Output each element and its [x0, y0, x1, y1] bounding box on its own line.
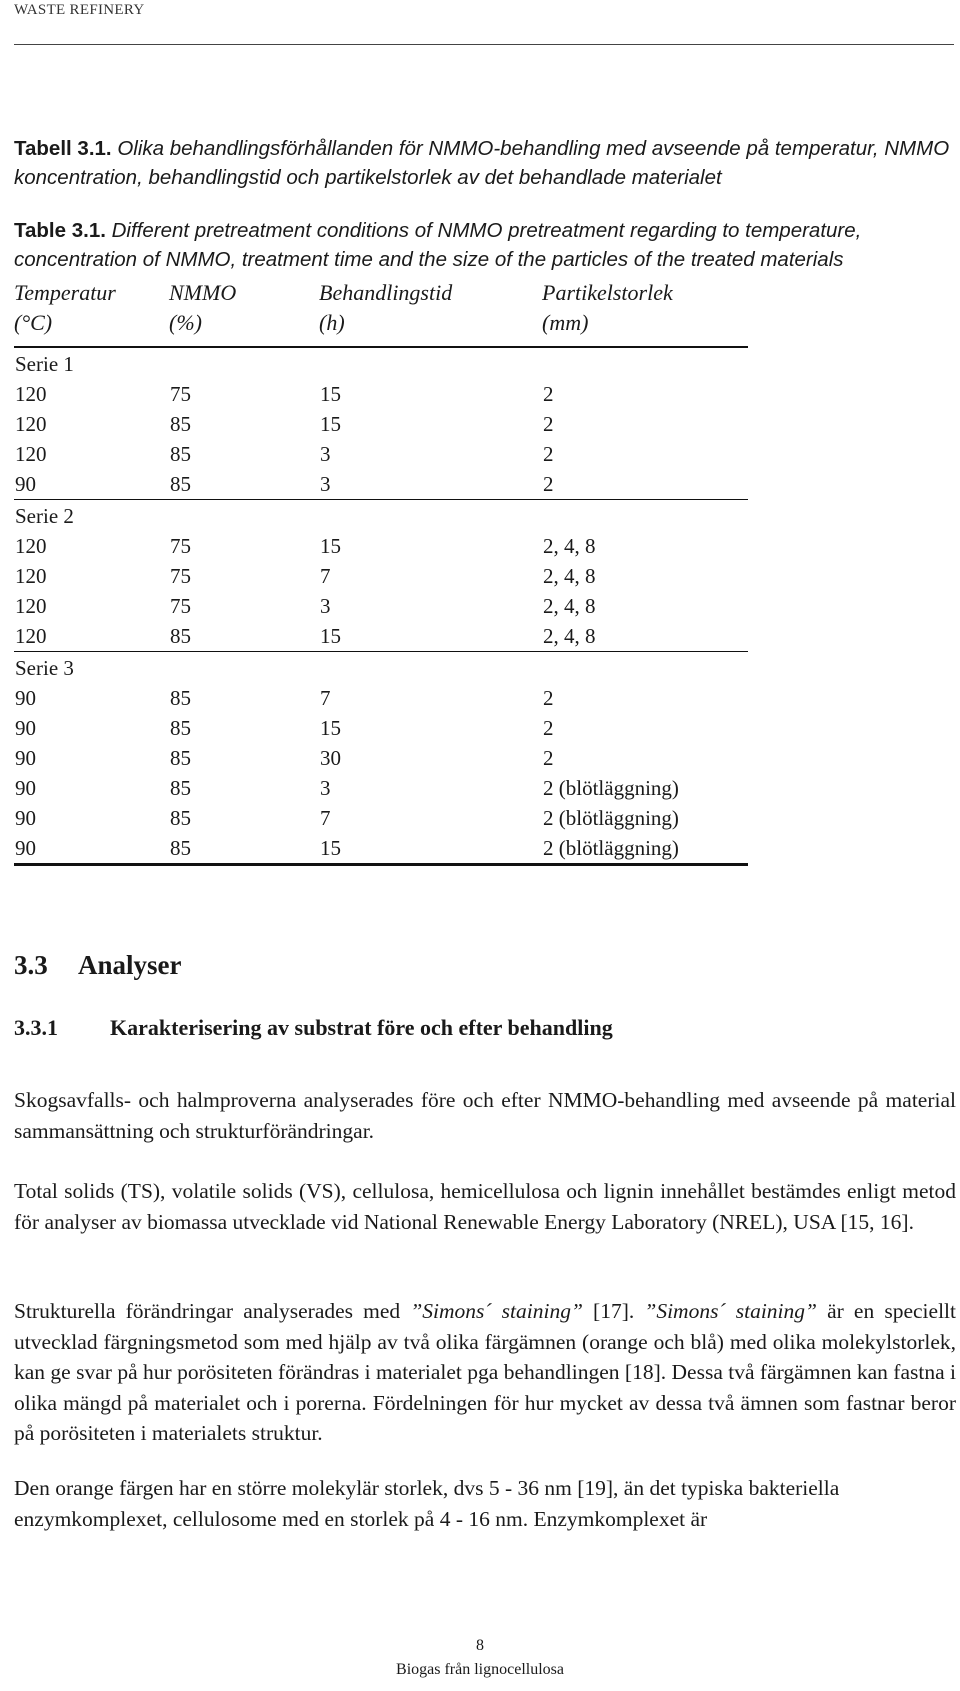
table-row: 90 85 15 2 (blötläggning) — [14, 833, 748, 865]
column-header-treatment-time: Behandlingstid (h) — [319, 278, 542, 347]
paragraph-orange-dye: Den orange färgen har en större molekylär storlek, dvs 5 - 36 nm [19], än det typiska bakteriella enzymkomplexet, cellulosome med en storlek på 4 - 16 nm. Enzymkomplexet är — [14, 1476, 840, 1531]
column-header-particle-size: Partikelstorlek (mm) — [542, 278, 748, 347]
page-footer: Biogas från lignocellulosa — [396, 1661, 564, 1678]
column-header-temperature: Temperatur (°C) — [14, 278, 169, 347]
subsection-heading — [14, 1015, 613, 1041]
subsection-title: Karakterisering av substrat före och efter behandling — [110, 1015, 613, 1040]
table-row: 120 85 3 2 — [15, 442, 554, 466]
table-row: 90 85 3 2 (blötläggning) — [15, 776, 679, 800]
table-row: 90 85 7 2 (blötläggning) — [15, 806, 679, 830]
series-label: Serie 2 — [15, 503, 74, 528]
table-header-row — [14, 278, 748, 347]
table-row: 120 75 7 2, 4, 8 — [15, 564, 596, 588]
table-row: 90 85 3 2 — [14, 469, 748, 500]
header-divider — [14, 44, 954, 45]
paragraph-composition-method: Total solids (TS), volatile solids (VS), cellulosa, hemicellulosa och lignin innehållet bestämdes enligt metod för analyser av biomassa utvecklade vid National Renewable Energy Laboratory (NREL), USA [15, 16]. — [14, 1179, 956, 1234]
running-header: WASTE REFINERY — [14, 2, 145, 18]
series-label-row — [14, 500, 748, 532]
series-label-row — [14, 347, 748, 379]
table-row: 90 85 15 2 — [15, 716, 554, 740]
section-heading — [14, 950, 182, 981]
caption-text: Olika behandlingsförhållanden för NMMO-behandling med avseende på temperatur, NMMO koncentration, behandlingstid och partikelstorlek av det behandlade materialet — [14, 136, 950, 189]
table-row: 90 85 7 2 — [15, 686, 554, 710]
method-name: ”Simons´ staining” — [410, 1299, 583, 1323]
subsection-number: 3.3.1 — [14, 1015, 58, 1040]
page-number: 8 — [476, 1637, 484, 1654]
table-caption-swedish — [14, 134, 958, 192]
treatment-conditions-table — [14, 278, 748, 866]
caption-text: Different pretreatment conditions of NMMO pretreatment regarding to temperature, concentration of NMMO, treatment time and the size of the particles of the treated materials — [14, 218, 862, 271]
table-row: 120 85 15 2 — [15, 412, 554, 436]
caption-label: Table 3.1. — [14, 218, 106, 242]
series-label: Serie 3 — [15, 655, 74, 680]
series-label-row — [14, 652, 748, 684]
table-row: 120 85 15 2, 4, 8 — [14, 621, 748, 652]
method-name: ”Simons´ staining” — [644, 1299, 817, 1323]
section-number: 3.3 — [14, 950, 48, 980]
paragraph-simons-staining: Strukturella förändringar analyserades med ”Simons´ staining” [17]. ”Simons´ staining” är en speciellt utvecklad färgningsmetod som med hjälp av två olika färgämnen (orange och blå) med olika molekylstorlek, kan ge svar på hur porösiteten förändras i materialet pga behandlingen [18]. Dessa två färgämnen kan fastna i olika mängd på materialet och i porerna. Fördelningen för hur mycket av dessa två ämnen som fastnar beror på porösiteten i materialets struktur. — [14, 1299, 956, 1445]
column-header-nmmo: NMMO (%) — [169, 278, 319, 347]
table-row: 90 85 30 2 — [15, 746, 554, 770]
section-title: Analyser — [78, 950, 182, 980]
caption-label: Tabell 3.1. — [14, 136, 112, 160]
table-caption-english — [14, 216, 958, 274]
series-label: Serie 1 — [15, 351, 74, 376]
table-row: 120 75 15 2, 4, 8 — [15, 534, 596, 558]
paragraph-sample-analysis: Skogsavfalls- och halmproverna analyserades före och efter NMMO-behandling med avseende på material sammansättning och strukturförändringar. — [14, 1088, 956, 1143]
table-row: 120 75 15 2 — [15, 382, 554, 406]
table-row: 120 75 3 2, 4, 8 — [15, 594, 596, 618]
